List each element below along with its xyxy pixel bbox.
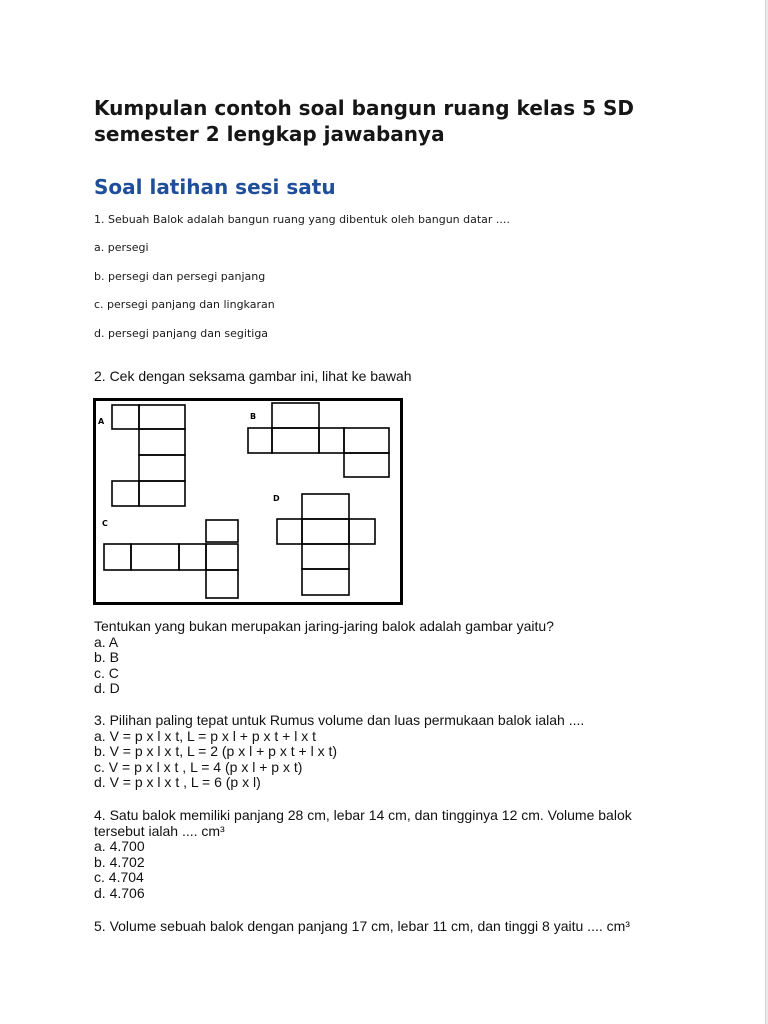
question-3-option-c: c. V = p x l x t , L = 4 (p x l + p x t)	[94, 758, 303, 775]
question-2-option-b: b. B	[94, 649, 119, 665]
question-2-block	[94, 619, 714, 697]
question-5-text: 5. Volume sebuah balok dengan panjang 17 cm, lebar 11 cm, dan tinggi 8 yaitu .... cm³	[94, 918, 630, 934]
net-label-c: C	[102, 519, 108, 528]
question-1-text: 1. Sebuah Balok adalah bangun ruang yang dibentuk oleh bangun datar ....	[94, 213, 510, 226]
question-4-block	[94, 808, 714, 901]
question-2-option-a: a. A	[94, 633, 119, 650]
question-1-option-d: d. persegi panjang dan segitiga	[94, 327, 269, 340]
question-2-text: Tentukan yang bukan merupakan jaring-jaring balok adalah gambar yaitu?	[94, 618, 554, 634]
question-2-option-d: d. D	[94, 680, 120, 696]
title-line: Kumpulan contoh soal bangun ruang kelas 5 SD	[94, 96, 634, 120]
question-4-option-b: b. 4.702	[94, 853, 145, 870]
net-label-a: A	[98, 417, 105, 426]
question-1-option-c: c. persegi panjang dan lingkaran	[94, 298, 275, 311]
nets-figure-svg	[93, 398, 403, 605]
nets-figure	[93, 398, 403, 605]
question-4-text-line-1: 4. Satu balok memiliki panjang 28 cm, lebar 14 cm, dan tingginya 12 cm. Volume balok	[94, 807, 632, 823]
question-4-text-line-2: tersebut ialah .... cm³	[94, 822, 225, 839]
question-4-option-d: d. 4.706	[94, 884, 145, 901]
net-label-d: D	[273, 494, 280, 503]
question-2-option-c: c. C	[94, 664, 119, 681]
question-3-block	[94, 713, 714, 791]
title-line: semester 2 lengkap jawabanya	[94, 122, 445, 146]
question-2-intro-text: 2. Cek dengan seksama gambar ini, lihat ke bawah	[94, 368, 412, 384]
question-4-option-c: c. 4.704	[94, 869, 144, 885]
question-3-option-a: a. V = p x l x t, L = p x l + p x t + l x t	[94, 727, 317, 744]
document-title	[94, 95, 734, 147]
question-1-option-a: a. persegi	[94, 241, 149, 254]
question-4-option-a: a. 4.700	[94, 838, 145, 854]
net-label-b: B	[250, 412, 257, 421]
question-2-intro	[94, 369, 714, 385]
question-3-option-d: d. V = p x l x t , L = 6 (p x l)	[94, 774, 261, 790]
question-3-option-b: b. V = p x l x t, L = 2 (p x l + p x t + l x t)	[94, 743, 338, 759]
question-1-option-b: b. persegi dan persegi panjang	[94, 270, 266, 283]
section-title: Soal latihan sesi satu	[94, 175, 336, 199]
question-5-block	[94, 919, 714, 935]
question-3-text: 3. Pilihan paling tepat untuk Rumus volume dan luas permukaan balok ialah ....	[94, 712, 585, 728]
